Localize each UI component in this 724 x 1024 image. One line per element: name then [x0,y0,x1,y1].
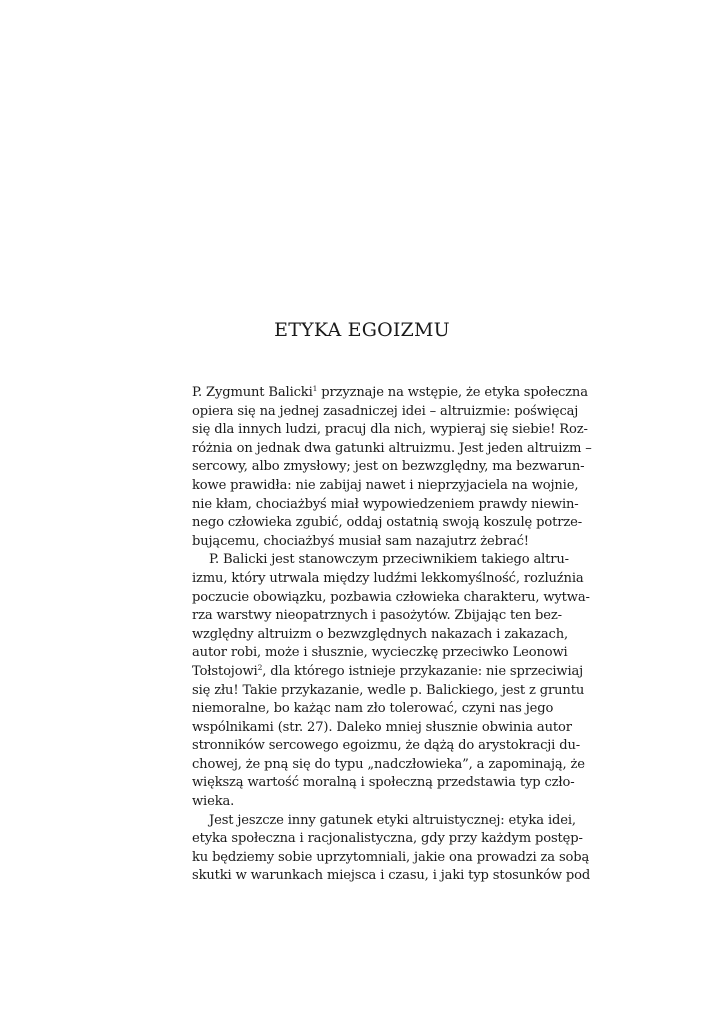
text-line: chowej, że pną się do typu „nadczłowieka”, a zapominają, że [192,756,585,772]
text-line: Tołstojowi$^2$, dla którego istnieje przykazanie: nie sprzeciwiaj [192,662,584,679]
text-line: niemoralne, bo każąc nam zło tolerować, czyni nas jego [192,701,554,717]
text-line: poczucie obowiązku, pozbawia człowieka charakteru, wytwa- [192,589,590,605]
text-line: kowe prawidła: nie zabijaj nawet i nieprzyjaciela na wojnie, [192,477,579,493]
text-line: nego człowieka zgubić, oddaj ostatnią swoją koszulę potrze- [192,515,582,531]
text-line: opiera się na jednej zasadniczej idei – altruizmie: poświęcaj [192,403,579,419]
body-text [192,384,592,886]
paragraph [192,384,592,551]
text-line: większą wartość moralną i społeczną przedstawia typ czło- [192,775,575,791]
text-line: P. Zygmunt Balicki$^1$ przyznaje na wstępie, że etyka społeczna [192,384,588,400]
chapter-title: ETYKA EGOIZMU [274,319,450,341]
footnote-marker: 2 [257,662,263,672]
text-line: się złu! Takie przykazanie, wedle p. Balickiego, jest z gruntu [192,682,585,698]
text-line: wieka. [192,794,235,810]
text-line: względny altruizm o bezwzględnych nakazach i zakazach, [192,626,568,642]
text-line: Jest jeszcze inny gatunek etyki altruistycznej: etyka idei, [209,812,576,828]
text-line: rza warstwy nieopatrznych i pasożytów. Zbijając ten bez- [192,608,562,624]
paragraph [192,551,590,811]
text-line: sercowy, albo zmysłowy; jest on bezwzględny, ma bezwarun- [192,459,585,475]
text-line: izmu, który utrwala między ludźmi lekkomyślność, rozluźnia [192,570,584,586]
text-line: ku będziemy sobie uprzytomniali, jakie ona prowadzi za sobą [192,849,590,865]
text-line: P. Balicki jest stanowczym przeciwnikiem takiego altru- [209,552,569,568]
text-line: autor robi, może i słusznie, wycieczkę przeciwko Leonowi [192,645,568,661]
text-line: różnia on jednak dwa gatunki altruizmu. Jest jeden altruizm – [192,440,592,456]
text-line: wspólnikami (str. 27). Daleko mniej słusznie obwinia autor [192,719,572,735]
text-line: stronników sercowego egoizmu, że dążą do arystokracji du- [192,738,581,754]
text-line: bującemu, chociażbyś musiał sam nazajutrz żebrać! [192,533,529,549]
footnote-marker: 1 [312,384,318,393]
text-line: nie kłam, chociażbyś miał wypowiedzeniem prawdy niewin- [192,496,579,512]
text-line: etyka społeczna i racjonalistyczna, gdy przy każdym postęp- [192,831,583,847]
text-line: się dla innych ludzi, pracuj dla nich, wypieraj się siebie! Roz- [192,422,588,438]
paragraph [192,812,591,886]
text-line: skutki w warunkach miejsca i czasu, i jaki typ stosunków pod [192,868,591,884]
